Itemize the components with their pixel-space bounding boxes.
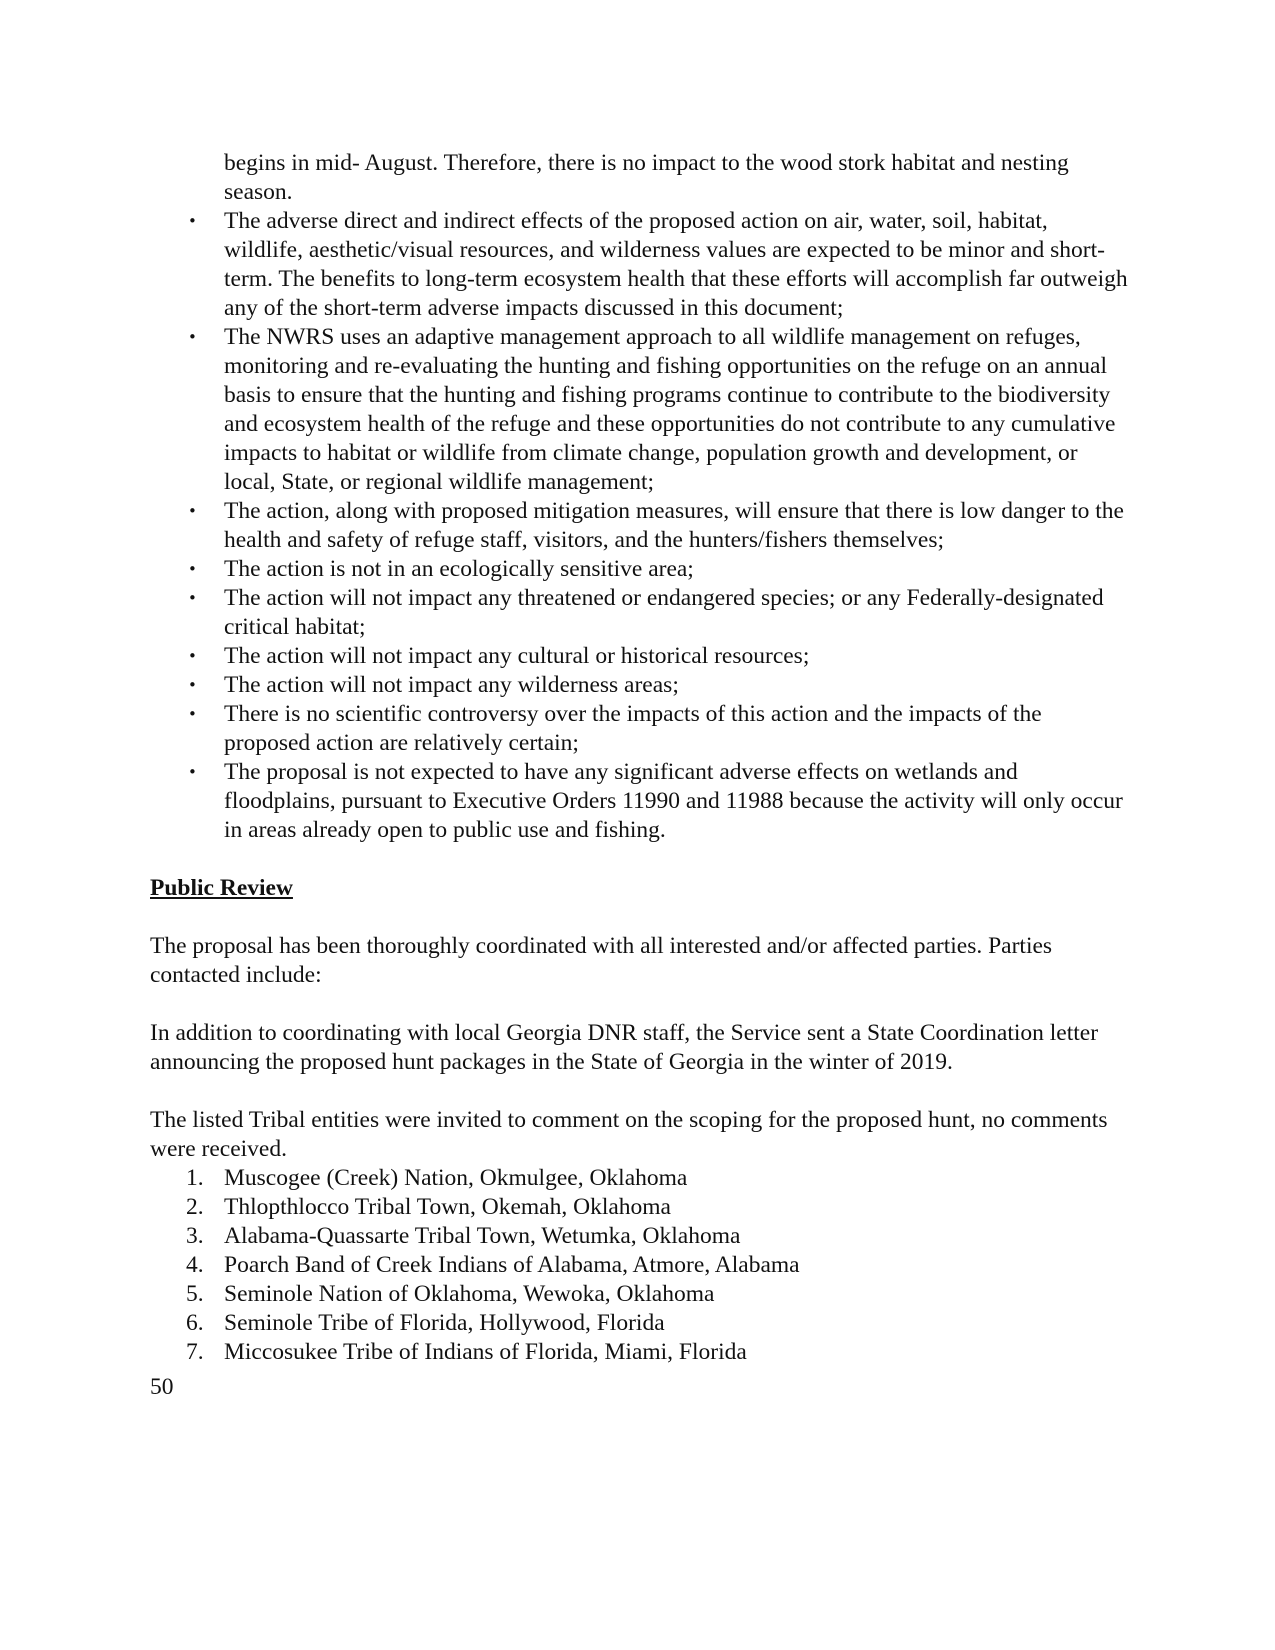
list-number: 6. <box>186 1310 204 1336</box>
bullet-icon: • <box>188 705 197 723</box>
bullet-item <box>150 671 1130 700</box>
bullet-icon: • <box>188 676 197 694</box>
list-item <box>150 1309 1130 1338</box>
paragraph-coordination: The proposal has been thoroughly coordinated with all interested and/or affected parties. Parties contacted include: <box>150 933 1053 988</box>
list-item <box>150 1164 1130 1193</box>
continued-bullet-text: begins in mid- August. Therefore, there is no impact to the wood stork habitat and nesting season. <box>224 150 1069 205</box>
findings-bullet-list <box>150 207 1130 845</box>
list-number: 4. <box>186 1252 204 1278</box>
list-number: 7. <box>186 1339 204 1365</box>
list-item <box>150 1222 1130 1251</box>
list-item-text: Alabama-Quassarte Tribal Town, Wetumka, Oklahoma <box>224 1223 741 1249</box>
list-item <box>150 1338 1130 1367</box>
paragraph-tribal-entities: The listed Tribal entities were invited to comment on the scoping for the proposed hunt, no comments were received. <box>150 1107 1108 1162</box>
page-content <box>150 149 1130 1402</box>
paragraph-georgia-dnr: In addition to coordinating with local Georgia DNR staff, the Service sent a State Coordination letter announcing the proposed hunt packages in the State of Georgia in the winter of 2019. <box>150 1020 1099 1075</box>
list-item <box>150 1251 1130 1280</box>
bullet-icon: • <box>188 589 197 607</box>
bullet-item <box>150 555 1130 584</box>
list-number: 5. <box>186 1281 204 1307</box>
list-number: 1. <box>186 1165 204 1191</box>
list-item-text: Poarch Band of Creek Indians of Alabama, Atmore, Alabama <box>224 1252 800 1278</box>
bullet-text: There is no scientific controversy over the impacts of this action and the impacts of the proposed action are relatively certain; <box>224 701 1042 756</box>
list-item-text: Thlopthlocco Tribal Town, Okemah, Oklahoma <box>224 1194 671 1220</box>
bullet-item <box>150 584 1130 642</box>
bullet-item <box>150 700 1130 758</box>
bullet-icon: • <box>188 212 197 230</box>
bullet-text: The action will not impact any wilderness areas; <box>224 672 679 698</box>
list-item-text: Seminole Tribe of Florida, Hollywood, Florida <box>224 1310 665 1336</box>
list-number: 3. <box>186 1223 204 1249</box>
list-number: 2. <box>186 1194 204 1220</box>
bullet-text: The action, along with proposed mitigation measures, will ensure that there is low danger to the health and safety of refuge staff, visitors, and the hunters/fishers themselves; <box>224 498 1124 553</box>
bullet-icon: • <box>188 502 197 520</box>
bullet-icon: • <box>188 763 197 781</box>
list-item <box>150 1280 1130 1309</box>
bullet-item <box>150 323 1130 497</box>
bullet-item <box>150 497 1130 555</box>
page-number: 50 <box>150 1374 174 1400</box>
bullet-text: The proposal is not expected to have any significant adverse effects on wetlands and floodplains, pursuant to Executive Orders 11990 and 11988 because the activity will only occur in areas already open to public use and fishing. <box>224 759 1123 843</box>
list-item <box>150 1193 1130 1222</box>
bullet-text: The action is not in an ecologically sensitive area; <box>224 556 694 582</box>
bullet-icon: • <box>188 560 197 578</box>
bullet-icon: • <box>188 328 197 346</box>
bullet-item <box>150 207 1130 323</box>
bullet-text: The action will not impact any cultural or historical resources; <box>224 643 810 669</box>
section-heading-public-review: Public Review <box>150 875 293 901</box>
bullet-text: The NWRS uses an adaptive management approach to all wildlife management on refuges, monitoring and re-evaluating the hunting and fishing opportunities on the refuge on an annual basis to ensure that the hunting and fishing programs continue to contribute to the biodiversity and ecosystem health of the refuge and these opportunities do not contribute to any cumulative impacts to habitat or wildlife from climate change, population growth and development, or local, State, or regional wildlife management; <box>224 324 1116 495</box>
list-item-text: Miccosukee Tribe of Indians of Florida, Miami, Florida <box>224 1339 747 1365</box>
list-item-text: Seminole Nation of Oklahoma, Wewoka, Oklahoma <box>224 1281 715 1307</box>
list-item-text: Muscogee (Creek) Nation, Okmulgee, Oklahoma <box>224 1165 688 1191</box>
bullet-text: The action will not impact any threatened or endangered species; or any Federally-designated critical habitat; <box>224 585 1104 640</box>
bullet-item <box>150 758 1130 845</box>
tribal-entities-list <box>150 1164 1130 1367</box>
bullet-icon: • <box>188 647 197 665</box>
bullet-text: The adverse direct and indirect effects of the proposed action on air, water, soil, habitat, wildlife, aesthetic/visual resources, and wilderness values are expected to be minor and short-term. The benefits to long-term ecosystem health that these efforts will accomplish far outweigh any of the short-term adverse impacts discussed in this document; <box>224 208 1128 321</box>
bullet-item <box>150 642 1130 671</box>
